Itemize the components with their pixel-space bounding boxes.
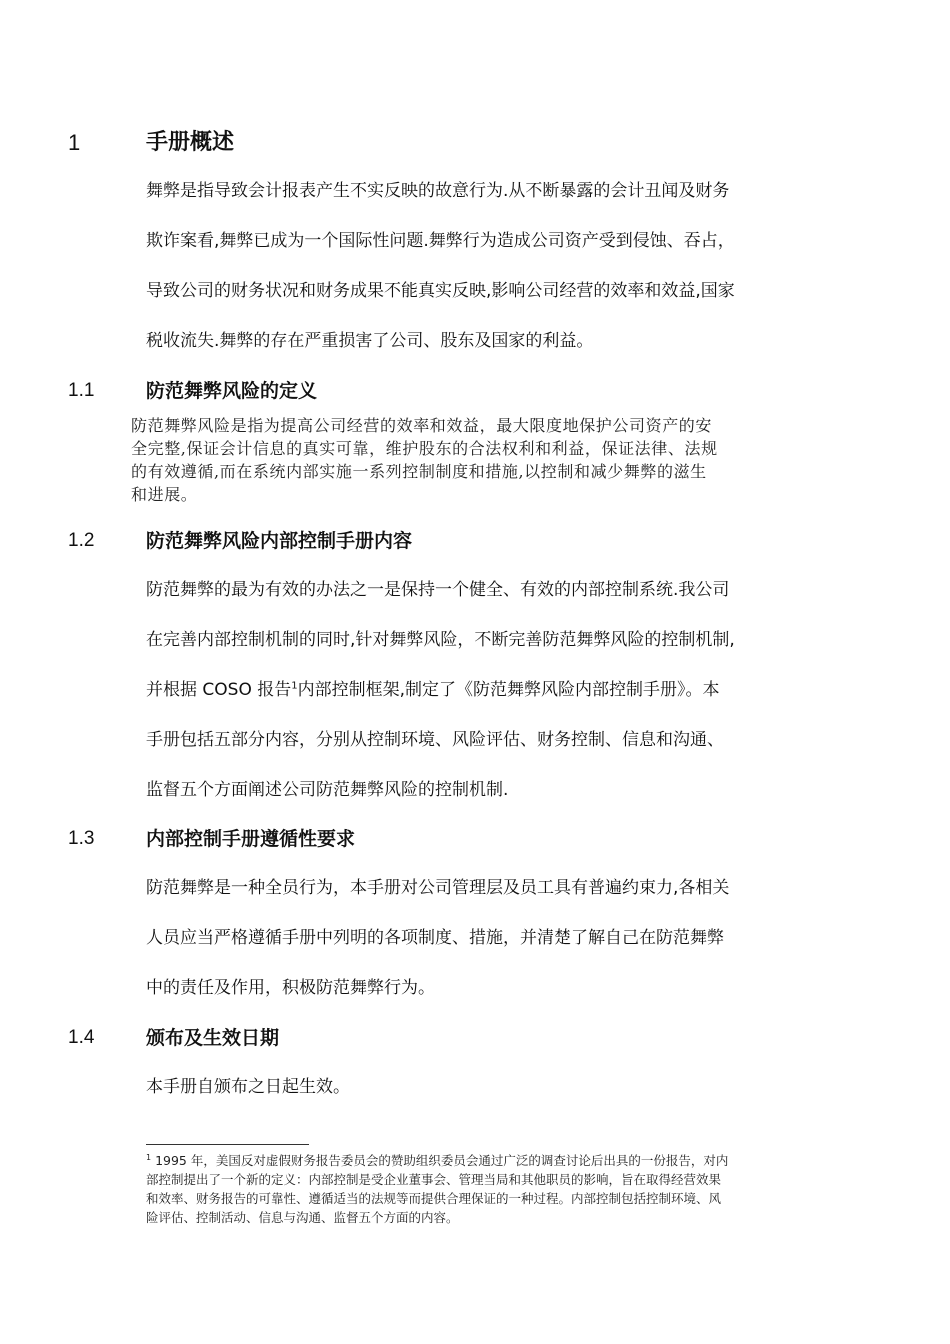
paragraph-line: 和进展。	[131, 485, 198, 504]
paragraph-line: 中的责任及作用，积极防范舞弊行为。	[146, 978, 435, 998]
section-number: 1.3	[68, 828, 95, 849]
paragraph-line: 舞弊是指导致会计报表产生不实反映的故意行为.从不断暴露的会计丑闻及财务	[146, 181, 730, 201]
section-1-2-paragraph	[146, 579, 826, 829]
section-number: 1.2	[68, 530, 95, 551]
section-title: 防范舞弊风险的定义	[146, 380, 318, 402]
section-title: 内部控制手册遵循性要求	[146, 828, 356, 850]
paragraph-line: 监督五个方面阐述公司防范舞弊风险的控制机制.	[146, 780, 509, 800]
footnote-marker: 1	[146, 1152, 152, 1162]
line-text: 并根据 COSO 报告	[146, 680, 292, 700]
paragraph-line: 全完整,保证会计信息的真实可靠，维护股东的合法权利和利益，保证法律、法规	[131, 439, 718, 458]
section-number: 1	[68, 130, 81, 155]
section-1-paragraph	[146, 180, 826, 380]
paragraph-line: 人员应当严格遵循手册中列明的各项制度、措施，并清楚了解自己在防范舞弊	[146, 928, 724, 948]
section-title: 防范舞弊风险内部控制手册内容	[146, 530, 413, 552]
paragraph-line: 导致公司的财务状况和财务成果不能真实反映,影响公司经营的效率和效益,国家	[146, 281, 735, 301]
paragraph-line: 防范舞弊是一种全员行为，本手册对公司管理层及员工具有普遍约束力,各相关	[146, 878, 730, 898]
paragraph-line: 防范舞弊风险是指为提高公司经营的效率和效益，最大限度地保护公司资产的安	[131, 416, 713, 435]
paragraph-line-with-footnote	[146, 679, 826, 729]
paragraph-line: 本手册自颁布之日起生效。	[146, 1077, 350, 1097]
footnote-line: 部控制提出了一个新的定义：内部控制是受企业董事会、管理当局和其他职员的影响，旨在取得经营效果	[146, 1172, 722, 1187]
section-number: 1.4	[68, 1027, 95, 1048]
paragraph-line: 手册包括五部分内容，分别从控制环境、风险评估、财务控制、信息和沟通、	[146, 730, 724, 750]
paragraph-line: 欺诈案看,舞弊已成为一个国际性问题.舞弊行为造成公司资产受到侵蚀、吞占，	[146, 231, 735, 251]
paragraph-line: 的有效遵循,而在系统内部实施一系列控制制度和措施,以控制和减少舞弊的滋生	[131, 462, 707, 481]
section-1-4-paragraph	[146, 1076, 826, 1126]
footnote-divider	[146, 1144, 309, 1145]
section-title: 手册概述	[146, 130, 235, 155]
section-number: 1.1	[68, 380, 95, 401]
section-1-1-paragraph	[131, 414, 831, 506]
footnote-line: 险评估、控制活动、信息与沟通、监督五个方面的内容。	[146, 1210, 459, 1225]
paragraph-line: 在完善内部控制机制的同时,针对舞弊风险，不断完善防范舞弊风险的控制机制,	[146, 630, 735, 650]
footnote-text: 1995 年，美国反对虚假财务报告委员会的赞助组织委员会通过广泛的调查讨论后出具的一份报告，对内	[151, 1153, 729, 1168]
footnote-line	[146, 1151, 826, 1170]
paragraph-line: 防范舞弊的最为有效的办法之一是保持一个健全、有效的内部控制系统.我公司	[146, 580, 730, 600]
paragraph-line: 税收流失.舞弊的存在严重损害了公司、股东及国家的利益。	[146, 331, 594, 351]
section-title: 颁布及生效日期	[146, 1027, 280, 1049]
footnote-reference[interactable]: 1	[291, 680, 298, 692]
footnote-line: 和效率、财务报告的可靠性、遵循适当的法规等而提供合理保证的一种过程。内部控制包括控制环境、风	[146, 1191, 722, 1206]
section-1-3-paragraph	[146, 877, 826, 1027]
footnote	[146, 1151, 826, 1227]
line-text: 内部控制框架,制定了《防范舞弊风险内部控制手册》。本	[297, 680, 720, 700]
